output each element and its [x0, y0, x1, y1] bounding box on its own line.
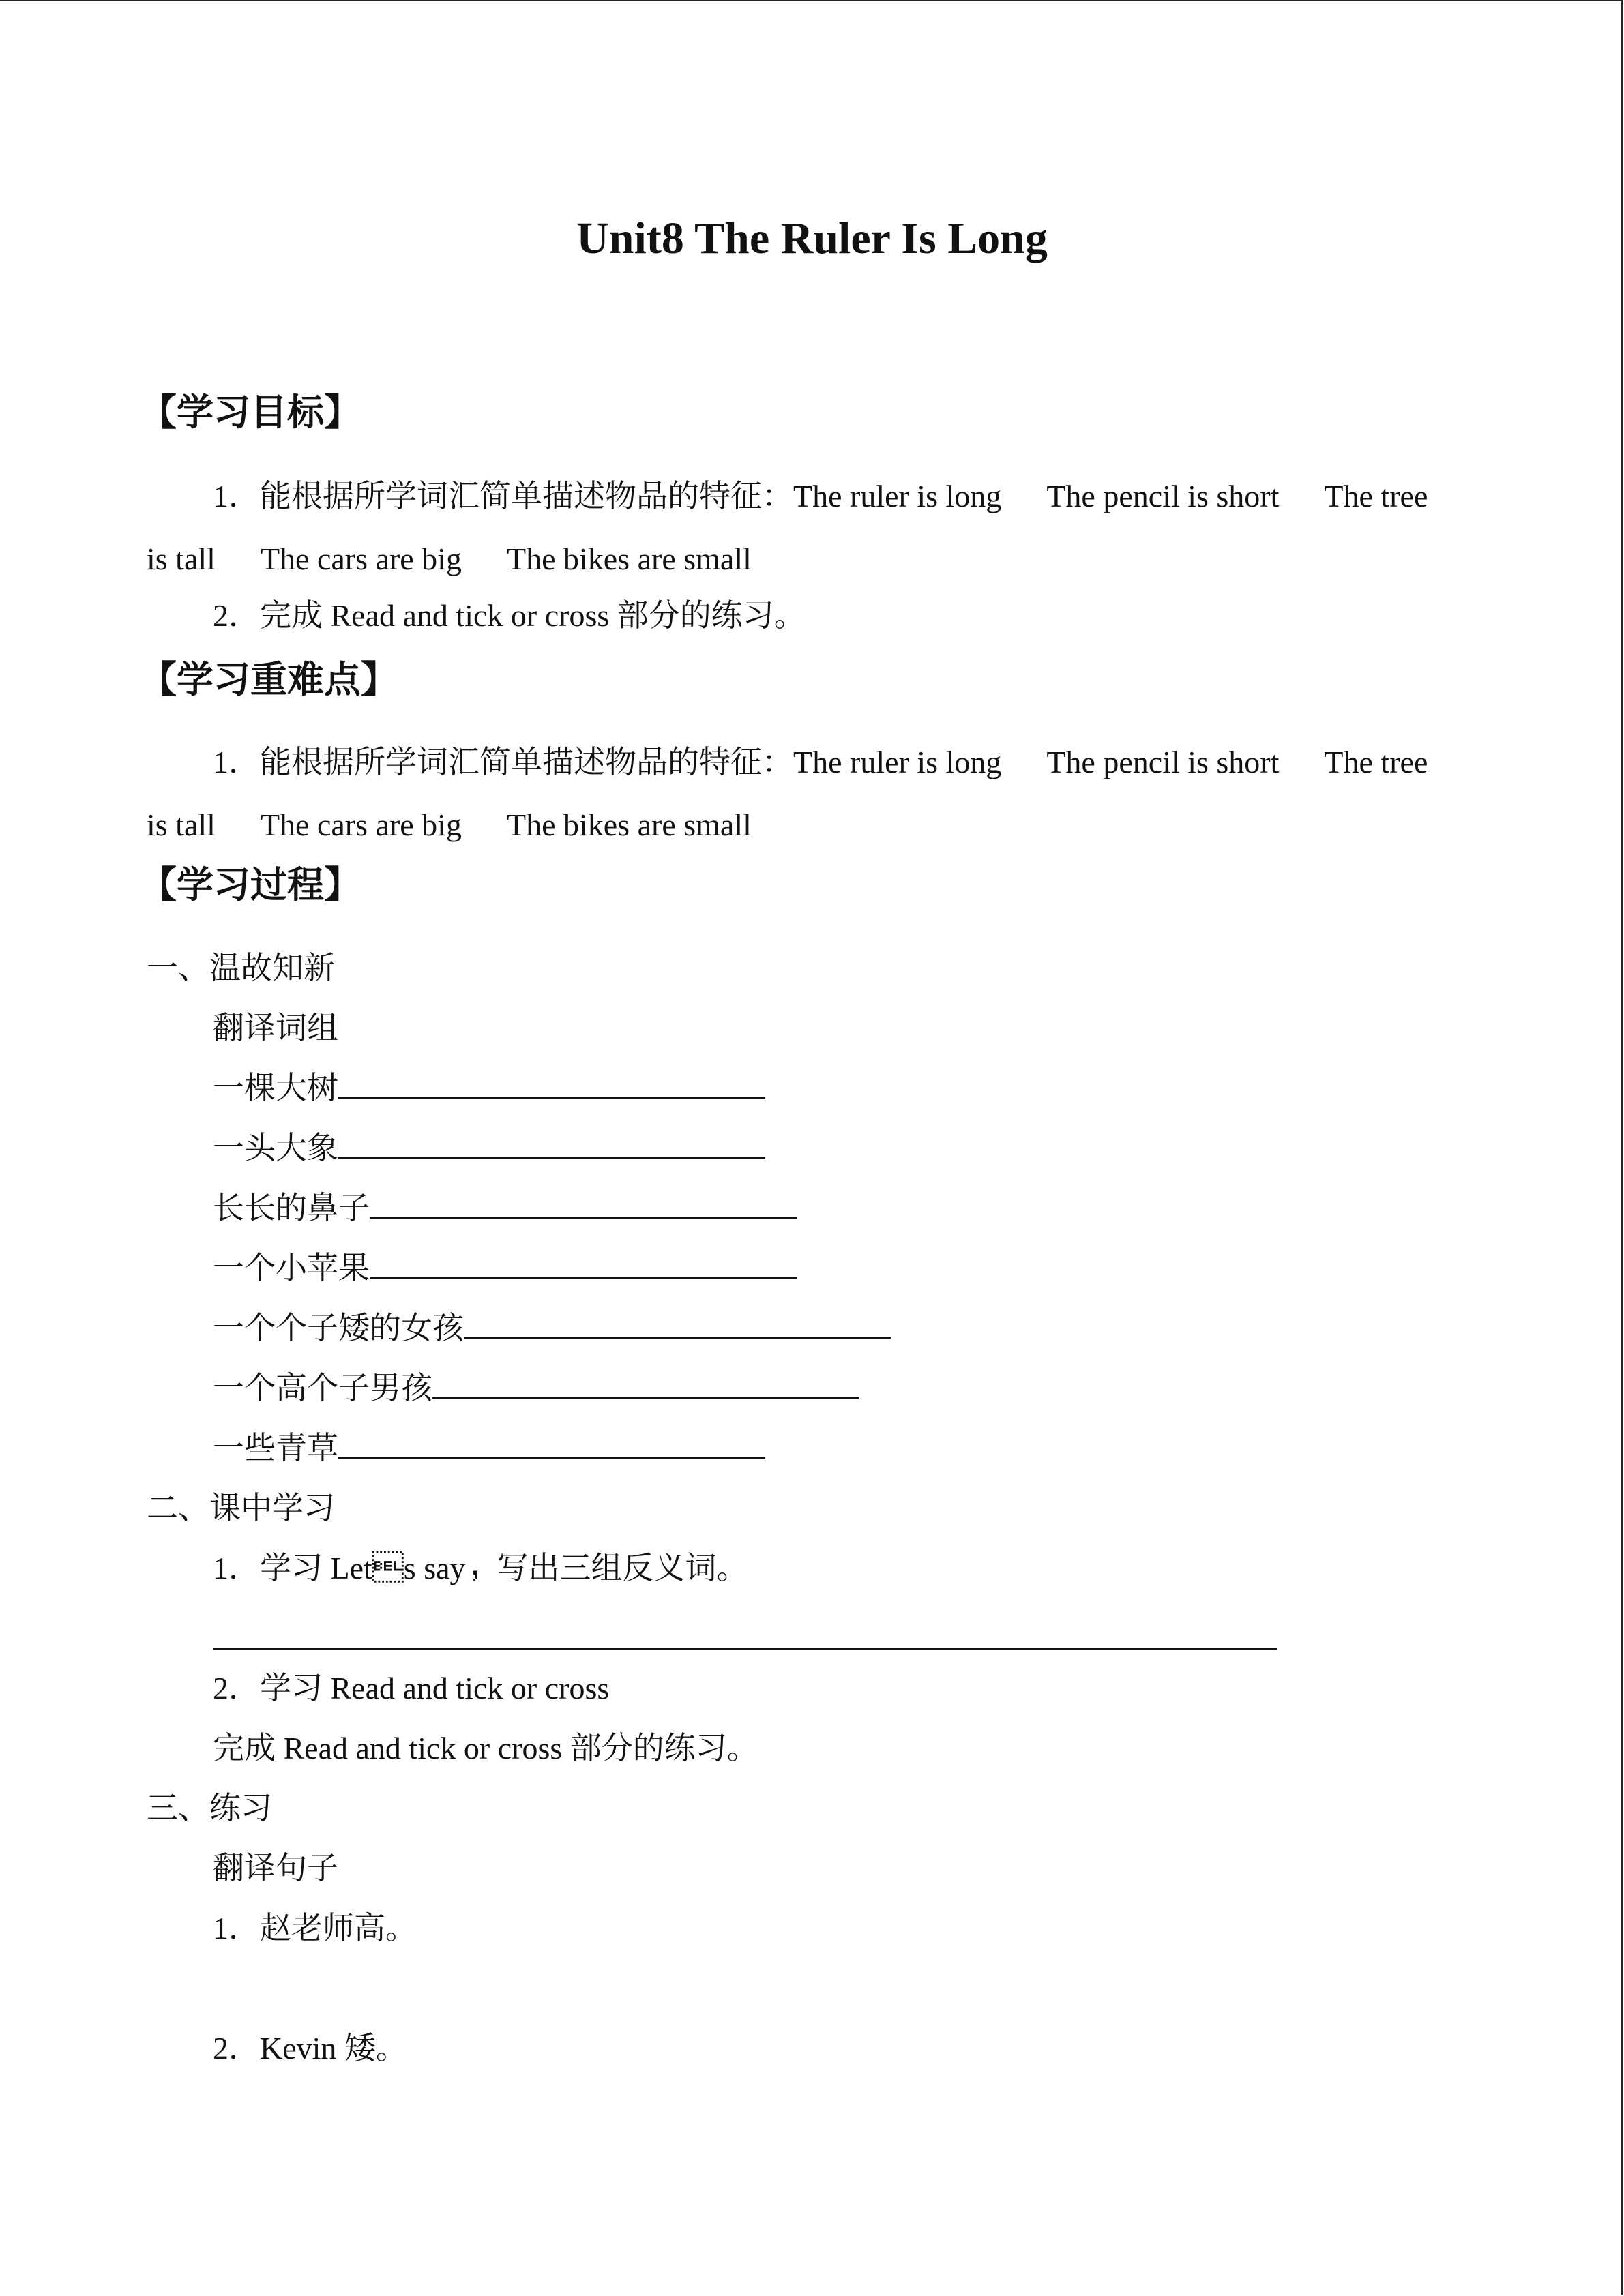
key-points-sentence-1: The ruler is long [793, 745, 1002, 779]
answer-blank[interactable] [432, 1363, 859, 1399]
answer-blank[interactable] [370, 1183, 797, 1219]
part2-item-1: 1．学习 Lets say，写出三组反义词。 [213, 1551, 748, 1585]
antonym-answer-blank[interactable] [213, 1648, 1277, 1650]
objectives-sentence-5: The bikes are small [506, 541, 752, 576]
key-points-sentence-2: The pencil is short [1046, 745, 1280, 779]
phrase-label: 一头大象 [213, 1131, 338, 1165]
process-heading: 【学习过程】 [140, 865, 361, 906]
objectives-item-2: 2．完成 Read and tick or cross 部分的练习。 [213, 598, 806, 633]
part1-subtitle: 翻译词组 [213, 1011, 338, 1045]
objectives-item-1-line-1 [213, 469, 1428, 524]
phrase-item [213, 1421, 765, 1476]
objectives-sentence-3b: is tall [147, 541, 216, 576]
objectives-sentence-3a: The tree [1324, 479, 1428, 513]
key-points-sentence-5: The bikes are small [506, 807, 752, 842]
answer-blank[interactable] [338, 1063, 765, 1099]
objectives-sentence-2: The pencil is short [1046, 479, 1280, 513]
part2-title: 二、课中学习 [147, 1491, 335, 1525]
phrase-item [213, 1061, 765, 1116]
phrase-label: 长长的鼻子 [213, 1191, 370, 1225]
key-points-sentence-4: The cars are big [260, 807, 462, 842]
phrase-item [213, 1241, 797, 1296]
answer-blank[interactable] [464, 1303, 891, 1339]
phrase-item [213, 1361, 859, 1416]
part3-item-2: 2．Kevin 矮。 [213, 2031, 407, 2066]
objectives-heading: 【学习目标】 [140, 392, 361, 433]
objectives-item-1-text: 1．能根据所学词汇简单描述物品的特征： [213, 479, 793, 513]
page-title: Unit8 The Ruler Is Long [576, 213, 1048, 263]
answer-blank[interactable] [338, 1123, 765, 1159]
phrase-item [213, 1181, 797, 1236]
phrase-label: 一些青草 [213, 1431, 338, 1465]
objectives-item-1-line-2 [147, 532, 752, 586]
phrase-item [213, 1121, 765, 1176]
key-points-sentence-3a: The tree [1324, 745, 1428, 779]
key-points-item-1-text: 1．能根据所学词汇简单描述物品的特征： [213, 745, 793, 779]
phrase-label: 一棵大树 [213, 1071, 338, 1105]
part3-subtitle: 翻译句子 [213, 1851, 338, 1885]
part1-title: 一、温故知新 [147, 951, 335, 985]
phrase-label: 一个小苹果 [213, 1251, 370, 1285]
phrase-label: 一个个子矮的女孩 [213, 1311, 464, 1345]
objectives-sentence-4: The cars are big [260, 541, 462, 576]
part3-item-1: 1．赵老师高。 [213, 1911, 417, 1945]
key-points-item-1-line-2 [147, 798, 752, 852]
phrase-label: 一个高个子男孩 [213, 1371, 432, 1405]
key-points-heading: 【学习重难点】 [140, 659, 398, 700]
key-points-sentence-3b: is tall [147, 807, 216, 842]
phrase-item [213, 1301, 891, 1356]
answer-blank[interactable] [338, 1423, 765, 1459]
part2-item-2-description: 完成 Read and tick or cross 部分的练习。 [213, 1731, 758, 1765]
key-points-item-1-line-1 [213, 735, 1428, 790]
answer-blank[interactable] [370, 1243, 797, 1279]
objectives-sentence-1: The ruler is long [793, 479, 1002, 513]
part3-title: 三、练习 [147, 1791, 272, 1825]
part2-item-2: 2．学习 Read and tick or cross [213, 1671, 610, 1705]
